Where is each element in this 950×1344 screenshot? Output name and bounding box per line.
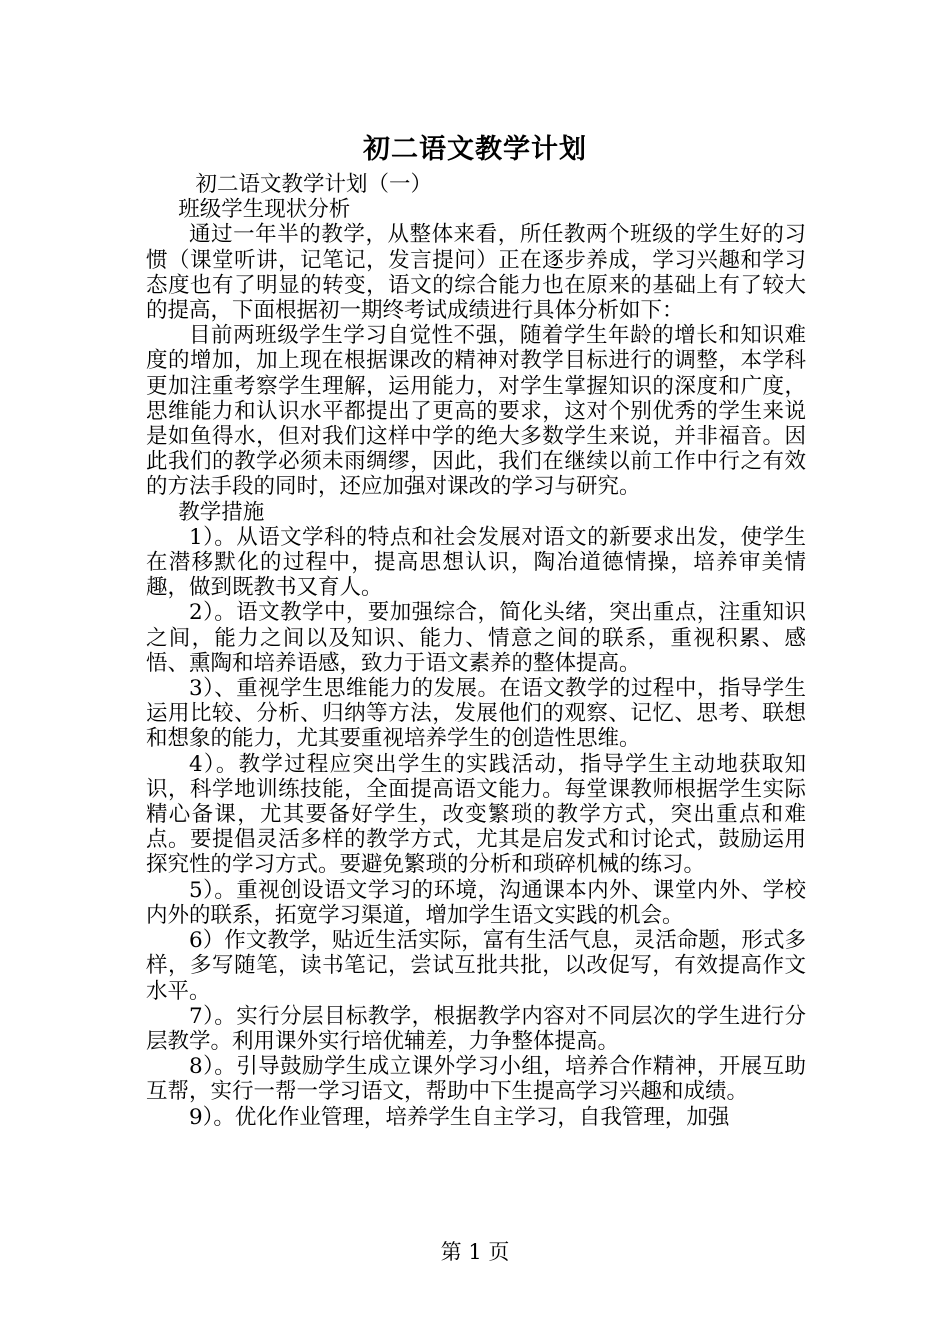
measure-item: 7）。实行分层目标教学，根据教学内容对不同层次的学生进行分层教学。利用课外实行培优辅差，力争整体提高。	[146, 1003, 806, 1054]
measure-item: 5）。重视创设语文学习的环境，沟通课本内外、课堂内外、学校内外的联系，拓宽学习渠道，增加学生语文实践的机会。	[146, 877, 806, 928]
document-body	[146, 172, 806, 1130]
page-number: 第 1 页	[440, 1240, 510, 1264]
measure-item: 2）。语文教学中，要加强综合，简化头绪，突出重点，注重知识之间，能力之间以及知识、能力、情意之间的联系，重视积累、感悟、熏陶和培养语感，致力于语文素养的整体提高。	[146, 600, 806, 676]
section-heading-status: 班级学生现状分析	[178, 197, 351, 223]
measure-item: 1）。从语文学科的特点和社会发展对语文的新要求出发，使学生在潜移默化的过程中，提高思想认识，陶冶道德情操，培养审美情趣，做到既教书又育人。	[146, 524, 806, 601]
document-title: 初二语文教学计划	[363, 134, 587, 165]
paragraph: 通过一年半的教学，从整体来看，所任教两个班级的学生好的习惯（课堂听讲，记笔记，发言提问）正在逐步养成，学习兴趣和学习态度也有了明显的转变，语文的综合能力也在原来的基础上有了较大的提高，下面根据初一期终考试成绩进行具体分析如下：	[146, 222, 806, 324]
document-subtitle: 初二语文教学计划（一）	[195, 172, 432, 197]
measure-item: 4）。教学过程应突出学生的实践活动，指导学生主动地获取知识，科学地训练技能，全面提高语文能力。每堂课教师根据学生实际精心备课，尤其要备好学生，改变繁琐的教学方式，突出重点和难点。要提倡灵活多样的教学方式，尤其是启发式和讨论式，鼓励运用探究性的学习方式。要避免繁琐的分析和琐碎机械的练习。	[146, 751, 806, 878]
measure-item: 3）、重视学生思维能力的发展。在语文教学的过程中，指导学生运用比较、分析、归纳等方法，发展他们的观察、记忆、思考、联想和想象的能力，尤其要重视培养学生的创造性思维。	[146, 676, 806, 752]
paragraph: 目前两班级学生学习自觉性不强，随着学生年龄的增长和知识难度的增加，加上现在根据课改的精神对教学目标进行的调整，本学科更加注重考察学生理解，运用能力，对学生掌握知识的深度和广度，思维能力和认识水平都提出了更高的要求，这对个别优秀的学生来说是如鱼得水，但对我们这样中学的绝大多数学生来说，并非福音。因此我们的教学必须未雨绸缪，因此，我们在继续以前工作中行之有效的方法手段的同时，还应加强对课改的学习与研究。	[146, 323, 806, 500]
measure-item: 8）。引导鼓励学生成立课外学习小组，培养合作精神，开展互助互帮，实行一帮一学习语文，帮助中下生提高学习兴趣和成绩。	[146, 1054, 806, 1105]
section-heading-measures: 教学措施	[178, 499, 265, 525]
measure-item: 9）。优化作业管理，培养学生自主学习，自我管理，加强	[189, 1104, 730, 1130]
measure-item: 6）作文教学，贴近生活实际，富有生活气息，灵活命题，形式多样，多写随笔，读书笔记，尝试互批共批，以改促写，有效提高作文水平。	[146, 928, 806, 1004]
